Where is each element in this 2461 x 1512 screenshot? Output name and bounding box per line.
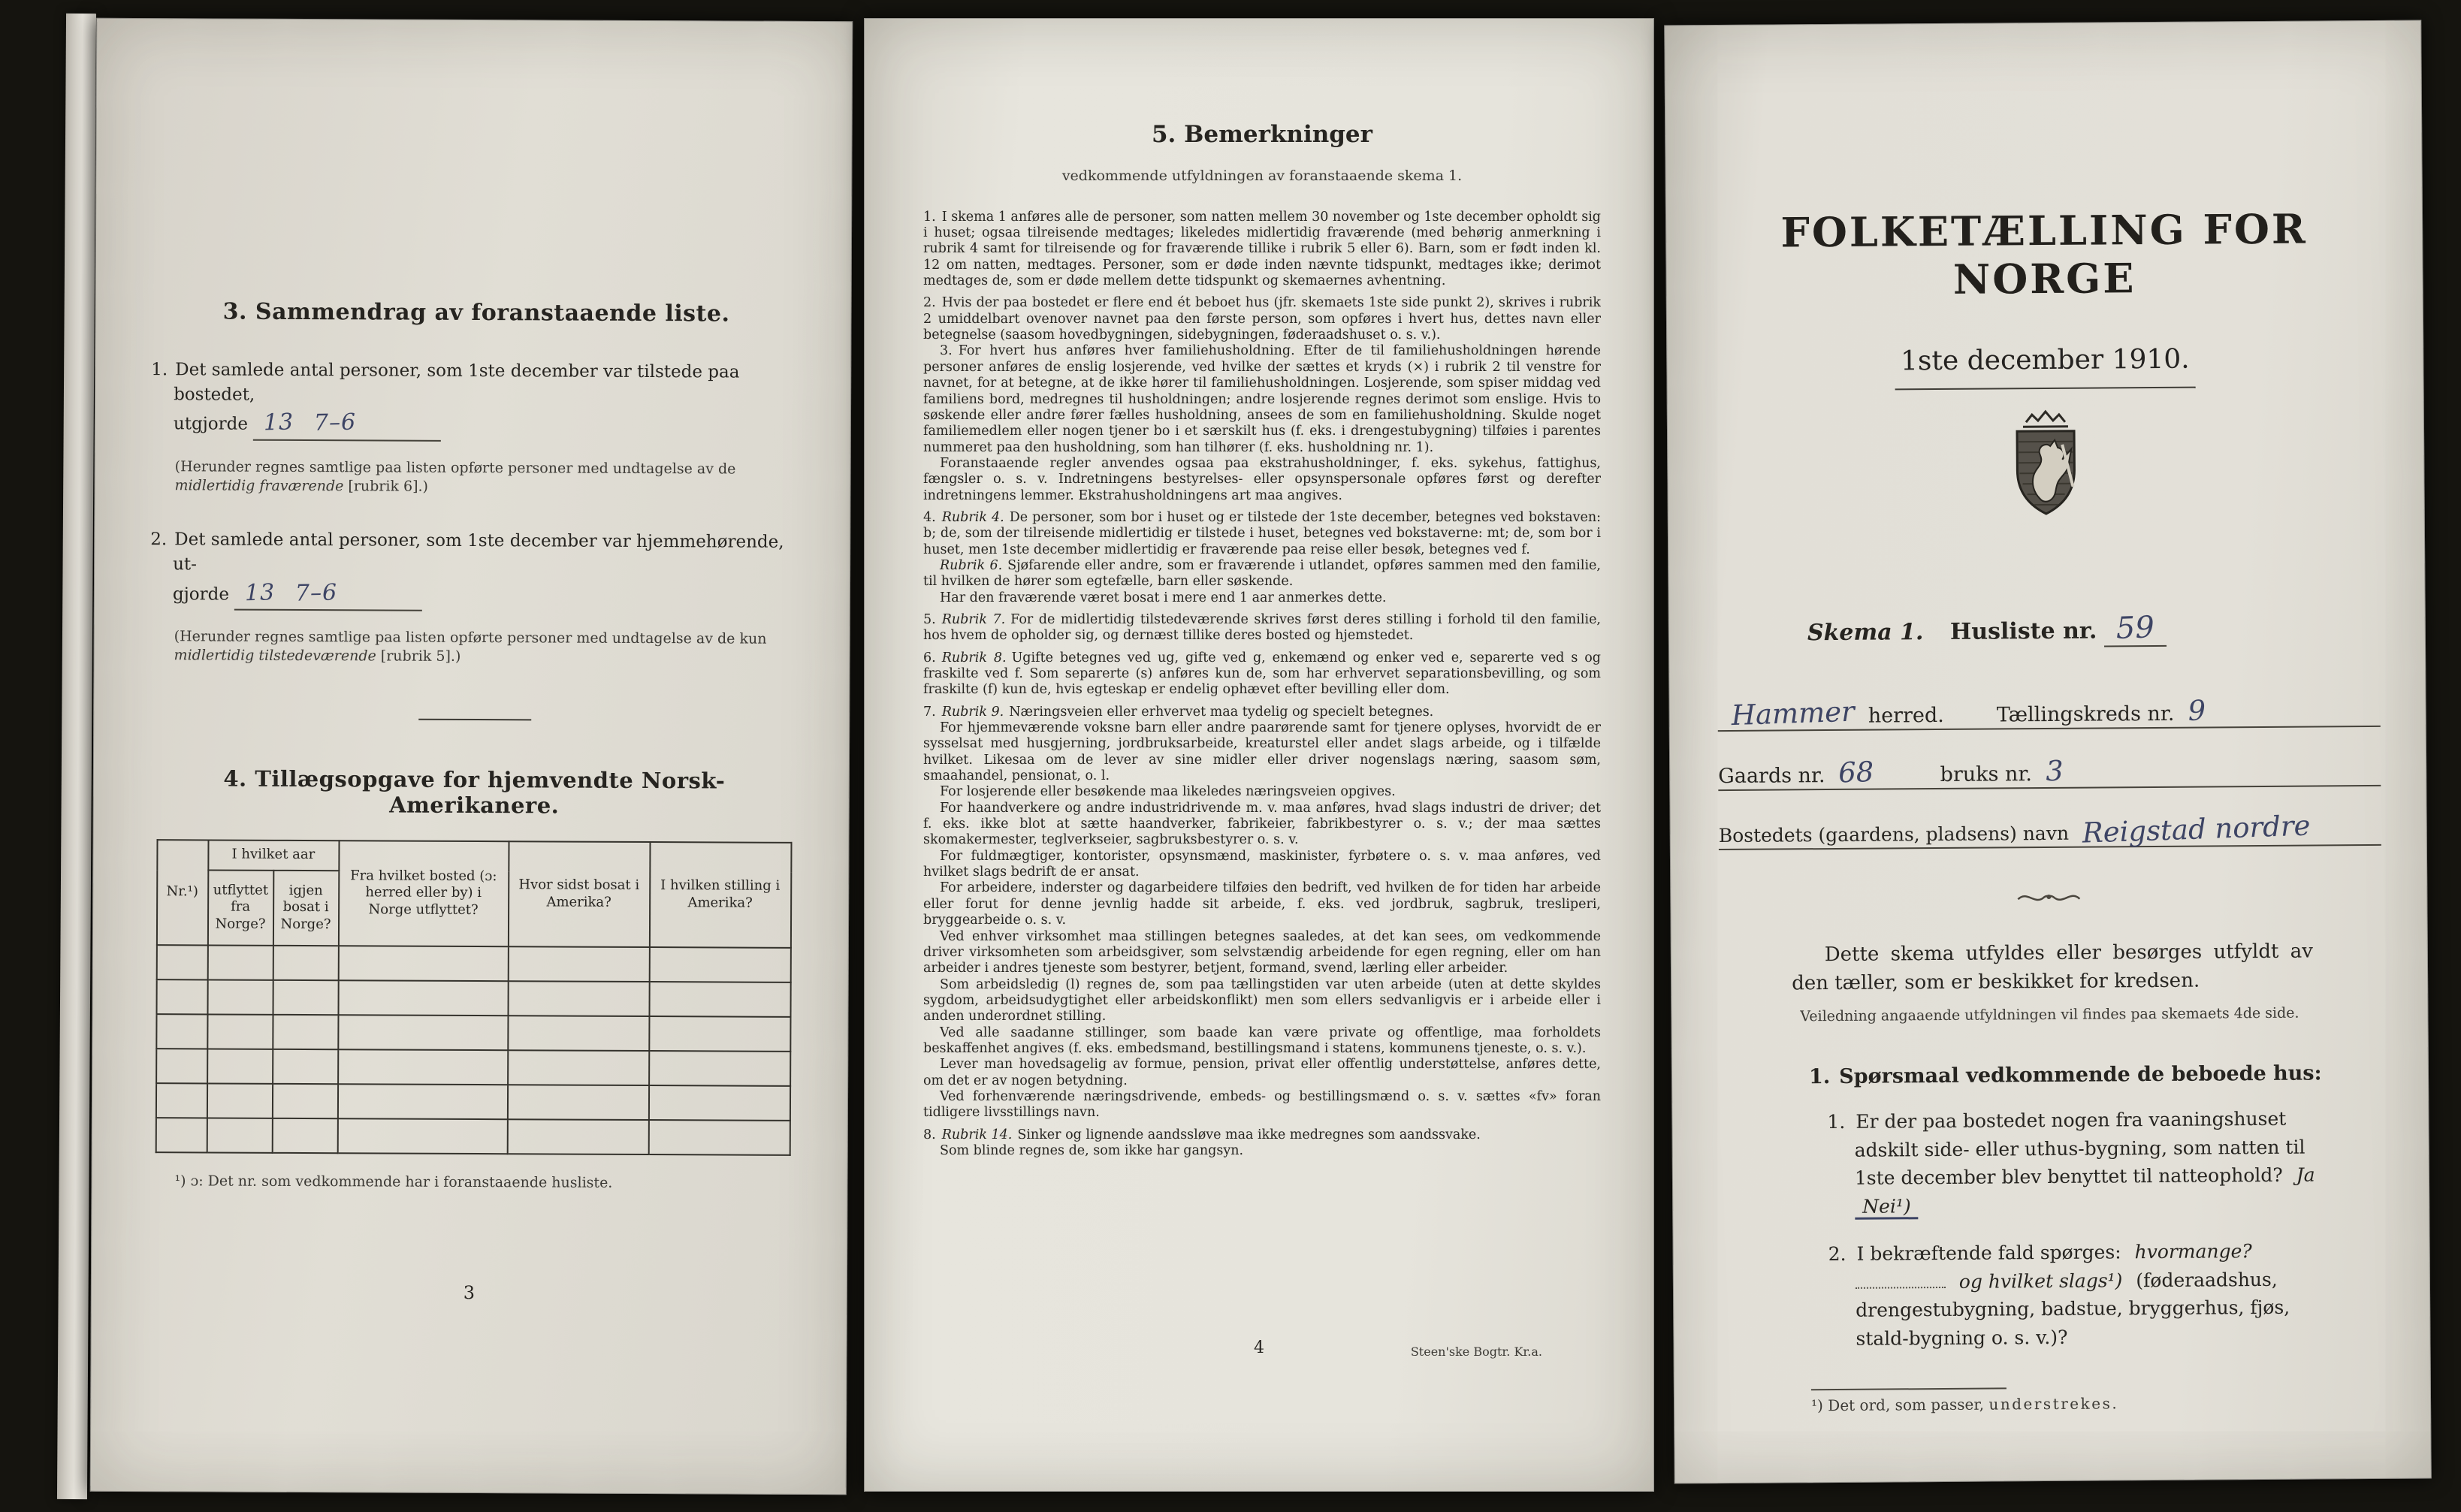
paragraph-text: De personer, som bor i huset og er tilstede der 1ste december, betegnes ved bokstaven: b; de, som der tilreisende midlertidig er tilstede i huset, betegnes ved bokstaverne: mt; de, som bor i huset, men 1ste december midlertidig er fraværende paa reise eller besøk, betegnes ved f. [923,509,1601,557]
right-page-footnote: ¹) Det ord, som passer, understrekes. [1811,1385,2388,1414]
handwritten-total: 13 [263,409,294,436]
table-row [156,1049,790,1086]
questions-heading: 1. Spørsmaal vedkommende de beboede hus: [1808,1061,2322,1089]
paragraph-text: Foranstaaende regler anvendes ogsaa paa ekstrahusholdninger, f. eks. sykehus, fattighus, fængsler o. s. v. Indretningens bestyrelses- eller opsynspersonale opføres først og derefter indretningens lemmer. Ekstrahusholdningens art maa angives. [923,455,1601,503]
paragraph-text: Sjøfarende eller andre, som er fraværende i utlandet, opføres sammen med den familie, til hvilken de hører som egtefælle, barn eller søskende. [923,557,1601,590]
bemerkninger-paragraph [923,977,1601,1025]
bosted-row [1718,809,2381,850]
paragraph-text: For losjerende eller besøkende maa likeledes næringsveien opgives. [940,784,1396,800]
page-number-middle: 4 [1254,1338,1264,1357]
paragraph-number: 7. [923,704,936,720]
husliste-blank [2104,611,2167,647]
norsk-amerikanere-table [155,839,792,1156]
veiledning-note: Veiledning angaaende utfyldningen vil findes paa skemaets 4de side. [1800,1005,2299,1025]
bemerkninger-paragraph [923,612,1601,644]
handwritten-gaards-number: 68 [1837,756,1875,789]
gaards-row [1718,753,2381,791]
col-header-nr: Nr.¹) [156,840,208,945]
handwritten-tellingskreds-number: 9 [2187,694,2206,727]
summary-item-1 [151,358,801,443]
paragraph-number: 6. [923,650,936,665]
handwritten-bosted-name: Reigstad nordre [2082,809,2312,850]
right-page [1664,20,2432,1484]
bemerkninger-paragraph [923,558,1601,590]
bemerkninger-paragraph [923,1127,1601,1143]
table-row [156,979,790,1017]
paragraph-text: Ved forhenværende næringsdrivende, embeds- og bestillingsmænd o. s. v. sættes «fv» foran tidligere livsstillings navn. [923,1088,1601,1121]
bemerkninger-paragraph [923,784,1601,800]
bemerkninger-paragraph [923,1057,1601,1089]
paragraph-text: Ved enhver virksomhet maa stillingen betegnes saaledes, at det kan sees, om vedkommende driver virksomheten som arbeidsgiver, som selvstændig arbeidende for egen regning, eller om han arbeider i andres tjeneste som bestyrer, betjent, formand, svend, lærling eller arbeider. [923,928,1601,976]
bemerkninger-paragraph [923,720,1601,784]
table-row [156,1014,790,1052]
col-header-year-back: igjen bosat i Norge? [273,870,338,945]
bemerkninger-paragraph [923,343,1601,455]
answer-nei-underlined: Nei¹) [1855,1195,1919,1220]
item1-blank-line [253,407,441,442]
handwritten-husliste-number: 59 [2115,610,2155,647]
paragraph-lead: Rubrik 7. [941,611,1006,627]
item2-line2-prefix: gjorde [172,584,230,605]
handwritten-total: 13 [244,578,276,606]
bemerkninger-paragraph [923,1089,1601,1121]
item-number: 1. [151,360,168,380]
census-title: FOLKETÆLLING FOR NORGE [1780,204,2308,303]
col-header-year-out: utflyttet fra Norge? [207,870,273,945]
hvormange-blank [1856,1287,1946,1289]
col-header-year-group: I hvilket aar [208,840,339,871]
skema-line [1807,609,2383,649]
col-header-position: I hvilken stilling i Amerika? [649,842,791,948]
subtitle-rule [1895,387,2196,391]
paragraph-lead: Rubrik 14. [941,1127,1013,1142]
paragraph-text: Som arbeidsledig (l) regnes de, som paa tællingstiden var uten arbeide (uten at dette skyldes sygdom, arbeidsudygtighet eller arbeidskonflikt) men som ellers sedvanligvis er i arbeide eller i anden underordnet stilling. [923,976,1601,1025]
instruction-paragraph: Dette skema utfyldes eller besørges utfyldt av den tæller, som er beskikket for kredsen. [1792,940,2313,995]
item2-line1: Det samlede antal personer, som 1ste december var hjemmehørende, ut- [173,530,784,575]
page-number-left: 3 [463,1281,476,1304]
paragraph-text: For haandverkere og andre industridrivende m. v. maa anføres, hvad slags industri de driver; det f. eks. ikke blot at sætte haandverker, fabrikeier, fabrikbestyrer o. s. v.; der maa sættes skomakermester, teglverkseier, sagbruksbestyrer o. s. v. [923,800,1601,848]
paragraph-number: 4. [923,509,936,525]
paragraph-text: Som blinde regnes de, som ikke har gangsyn. [940,1142,1244,1158]
question-1: 1. Er der paa bostedet nogen fra vaaningshuset adskilt side- eller uthus-bygning, som natten til 1ste december blev benyttet til natteophold? Ja Nei¹) [1827,1105,2324,1221]
section4-heading: 4. Tillægsopgave for hjemvendte Norsk-Amerikanere. [223,765,726,819]
paragraph-number: 8. [923,1127,936,1142]
summary-note-2: (Herunder regnes samtlige paa listen opførte personer med undtagelse av de kun midlertidig tilstedeværende [rubrik 5].) [174,628,767,665]
bemerkninger-paragraph [923,849,1601,881]
paragraph-text: For de midlertidig tilstedeværende skrives først deres stilling i forhold til den familie, hos hvem de opholder sig, og dernæst tillike deres bosted og hjemstedet. [923,611,1601,644]
paragraph-lead: Rubrik 6. [940,557,1003,573]
section-divider-rule [418,718,531,720]
table-row [156,1083,790,1121]
bemerkninger-paragraph [923,929,1601,977]
bemerkninger-subheading: vedkommende utfyldningen av foranstaaende skema 1. [1061,167,1463,184]
left-page [90,18,853,1495]
item1-line2-prefix: utgjorde [173,414,249,435]
bemerkninger-paragraph [923,1143,1601,1159]
paragraph-text: Ved alle saadanne stillinger, som baade kan være private og offentlige, maa forholdets beskaffenhet angives (f. eks. embedsmand, bestillingsmand i statens, kommunens tjeneste, o. s. v.). [923,1025,1601,1056]
bemerkninger-paragraph [923,590,1601,606]
printer-mark: Steen'ske Bogtr. Kr.a. [1410,1345,1542,1359]
bemerkninger-paragraph [923,210,1601,290]
bruks-label: bruks nr. [1940,762,2033,787]
table-row [156,945,790,982]
paragraph-lead: Rubrik 4. [941,509,1004,525]
footnote-rule [1811,1388,2007,1391]
item-number: 2. [150,530,168,550]
answer-ja: Ja [2296,1163,2315,1187]
paragraph-text: For fuldmægtiger, kontorister, opsynsmænd, maskinister, fyrbøtere o. s. v. maa anføres, ved hvilket slags bedrift de er ansat. [923,848,1601,880]
bemerkninger-paragraph [923,705,1601,720]
bosted-label: Bostedets (gaardens, pladsens) navn [1718,822,2070,847]
paragraph-number: 5. [923,611,936,627]
bemerkninger-paragraph [923,880,1601,928]
table-row [156,1118,790,1155]
bemerkninger-paragraph [923,801,1601,849]
handwritten-split: 7–6 [294,579,338,607]
tellingskreds-label: Tællingskreds nr. [1996,702,2175,727]
bemerkninger-paragraph [923,510,1601,558]
bemerkninger-paragraph [923,650,1601,699]
census-subtitle: 1ste december 1910. [1900,343,2190,377]
herred-row [1717,693,2380,732]
divider-ornament-icon [2015,889,2082,907]
table-body [156,945,790,1155]
husliste-label: Husliste nr. [1949,617,2097,645]
bemerkninger-body [923,204,1601,1375]
paragraph-text: For arbeidere, inderster og dagarbeidere tilføies den bedrift, ved hvilken de for tiden har arbeide eller forut for denne jevnlig hadde sit arbeide, f. eks. ved jordbruk, sagbruk, tresliperi, bryggearbeide o. s. v. [923,880,1601,928]
herred-label: herred. [1868,703,1944,728]
bemerkninger-paragraph [923,1025,1601,1058]
summary-item-2 [150,527,800,613]
paragraph-text: Hvis der paa bostedet er flere end ét beboet hus (jfr. skemaets 1ste side punkt 2), skrives i rubrik 2 umiddelbart ovenover navnet paa den første person, som opføres i hvert hus, dettes navn eller betegnelse (saasom hovedbygningen, sidebygningen, føderaadshuset o. s. v.). [923,295,1601,343]
paragraph-lead: Rubrik 8. [941,650,1007,665]
question-2: 2. I bekræftende fald spørges: hvormange? og hvilket slags¹) (føderaadshus, drengestubygning, badstue, bryggerhus, fjøs, stald-bygning o. s. v.)? [1828,1240,2290,1350]
summary-note-1: (Herunder regnes samtlige paa listen opførte personer med undtagelse av de midlertidig fraværende [rubrik 6].) [174,458,736,495]
bemerkninger-heading: 5. Bemerkninger [1151,121,1372,148]
paragraph-lead: Rubrik 9. [941,704,1004,720]
paragraph-text: Næringsveien eller erhvervet maa tydelig og specielt betegnes. [1009,704,1434,720]
table-footnote: ¹) ɔ: Det nr. som vedkommende har i foranstaaende husliste. [174,1172,613,1191]
paragraph-text: Har den fraværende været bosat i mere end 1 aar anmerkes dette. [940,590,1387,605]
paragraph-text: For hjemmeværende voksne barn eller andre paarørende samt for tjenere oplyses, hvorvidt de er sysselsat med husgjerning, jordbruksarbeide, kreaturstel eller andet slags arbeide, og i tilfælde hvilket. Likesaa om de lever av sine midler eller driver nogenslags næring, saasom søm, smaahandel, pensionat, o. l. [923,720,1601,784]
paragraph-text: For hvert hus anføres hver familiehusholdning. Efter de til familiehusholdningen hørende personer anføres de enslig losjerende, ved hvilke der sættes et kryds (×) i rubrik 2 til venstre for navnet, for at betegne, at de ikke hører til familiehusholdningen. Losjerende, som spiser middag ved familiens bord, medregnes til husholdningen; andre losjerende regnes derimot som enslige. Hvis to søskende eller andre fører fælles husholdning, ansees de som en familiehusholdning. Skulde noget familiemedlem eller nogen tjener bo i et særskilt hus (f. eks. i drengestubygning) tilføies i parentes nummeret paa den husholdning, som han tilhører (f. eks. husholdning nr. 1). [923,343,1601,455]
handwritten-split: 7–6 [313,409,357,437]
skema-label: Skema 1. [1807,619,1924,647]
coat-of-arms-icon [2004,409,2088,522]
paragraph-number: 2. [923,295,936,311]
gaards-label: Gaards nr. [1718,764,1825,789]
section3-heading: 3. Sammendrag av foranstaaende liste. [222,298,730,327]
handwritten-herred-name: Hammer [1730,695,1856,732]
paragraph-text: Sinker og lignende aandssløve maa ikke medregnes som aandssvake. [1017,1127,1481,1142]
paragraph-number: 1. [923,209,936,225]
bemerkninger-paragraph [923,295,1601,343]
middle-page [864,18,1654,1492]
handwritten-bruks-number: 3 [2045,754,2064,788]
col-header-from: Fra hvilket bosted (ɔ: herred eller by) i Norge utflyttet? [338,841,509,946]
item2-blank-line [234,577,422,611]
col-header-where-america: Hvor sidst bosat i Amerika? [508,841,650,947]
paragraph-text: I skema 1 anføres alle de personer, som natten mellem 30 november og 1ste december opholdt sig i huset; ogsaa tilreisende medtages; likeledes midlertidig fraværende (med behørig anmerkning i rubrik 4 samt for tilreisende og for fraværende tillike i rubrik 5 eller 6). Barn, som er født inden kl. 12 om natten, medtages. Personer, som er døde inden nævnte tidspunkt, medtages ikke; derimot medtages de, som er døde mellem dette tidspunkt og skemaernes avhentning. [923,209,1601,289]
paragraph-number: 3. [940,343,953,359]
item1-line1: Det samlede antal personer, som 1ste december var tilstede paa bostedet, [174,360,740,405]
bemerkninger-paragraph [923,456,1601,504]
paragraph-text: Ugifte betegnes ved ug, gifte ved g, enkemænd og enker ved e, separerte ved s og fraskilte ved f. Som separerte (s) anføres kun de, som har erhvervet separationsbevilling, og som fraskilte (f) kun de, hvis egteskap er endelig ophævet efter bevilling eller dom. [923,650,1601,698]
paragraph-text: Lever man hovedsagelig av formue, pension, privat eller offentlig understøttelse, anføres dette, om det er av nogen betydning. [923,1057,1601,1088]
